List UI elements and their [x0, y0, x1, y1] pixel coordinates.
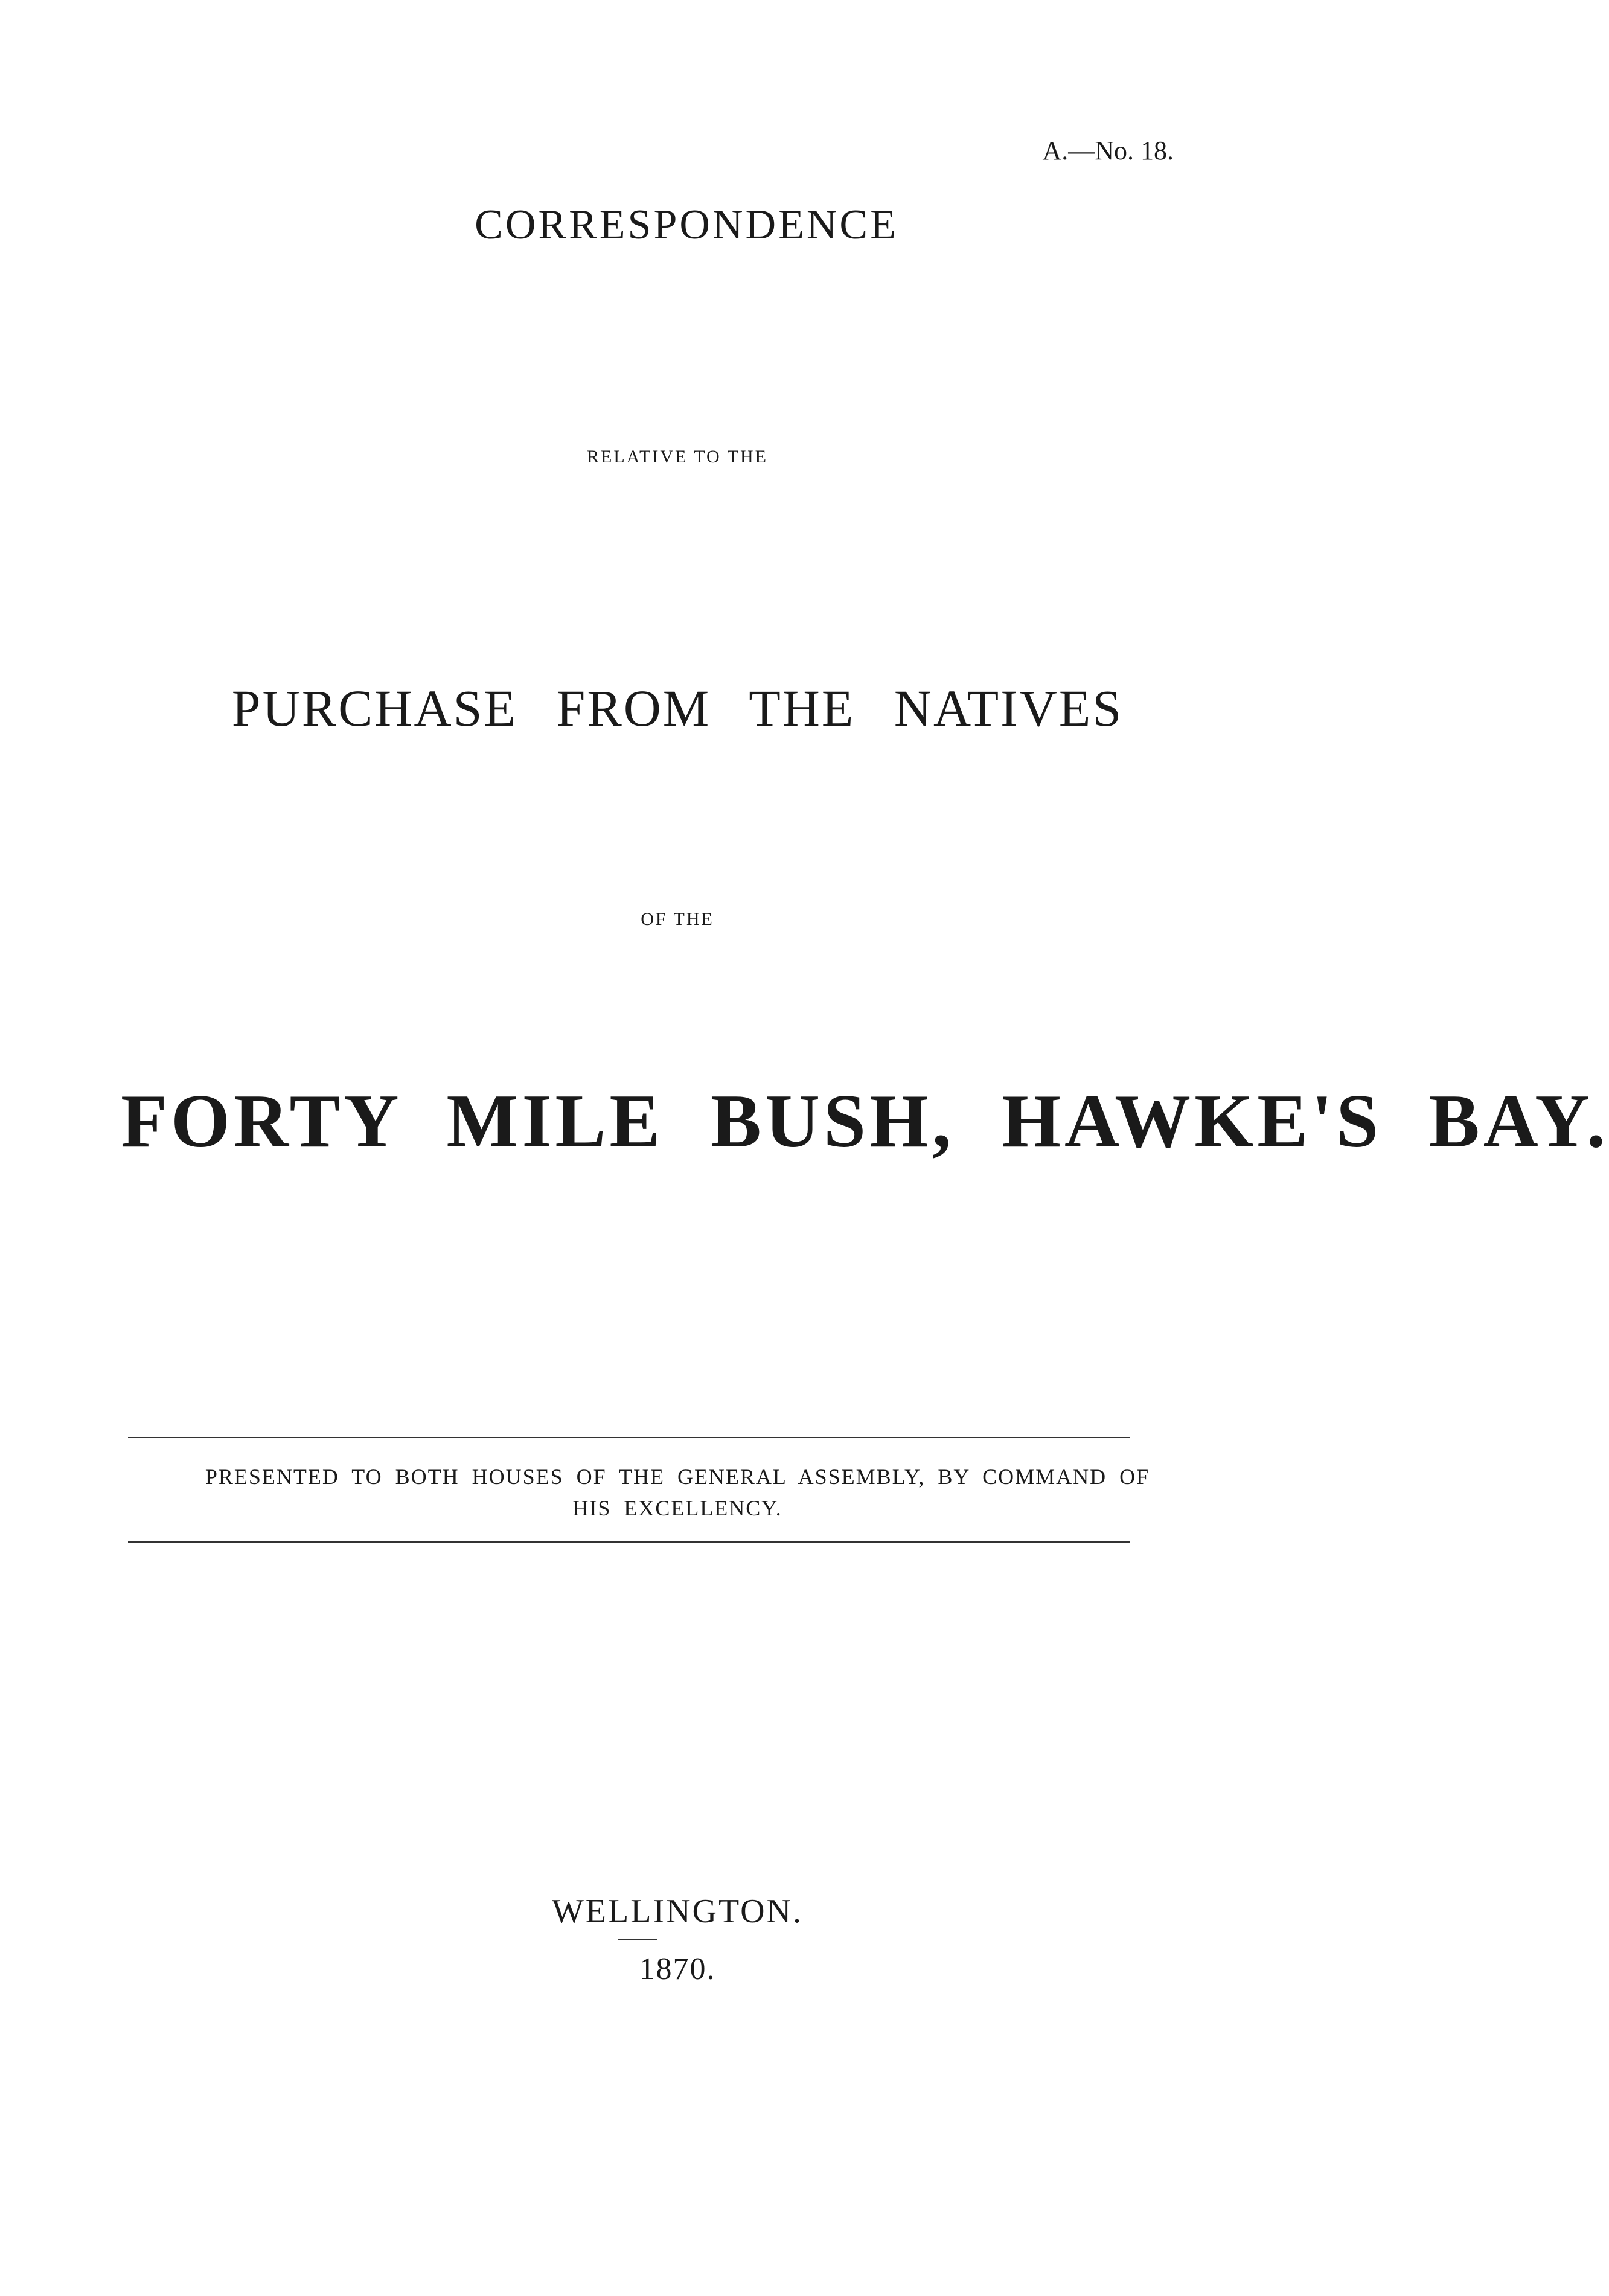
top-divider — [128, 1437, 1130, 1438]
place-title: FORTY MILE BUSH, HAWKE'S BAY. — [121, 1079, 1609, 1163]
subject-title: PURCHASE FROM THE NATIVES — [231, 679, 1124, 737]
presented-line-1: PRESENTED TO BOTH HOUSES OF THE GENERAL ASSEMBLY, BY COMMAND OF — [205, 1465, 1150, 1489]
imprint-year: 1870. — [639, 1952, 716, 1986]
relative-to-line: RELATIVE TO THE — [587, 447, 768, 467]
presented-line-2: HIS EXCELLENCY. — [572, 1496, 782, 1520]
of-the-line: OF THE — [641, 909, 714, 929]
imprint-dash — [618, 1939, 657, 1940]
imprint-place: WELLINGTON. — [551, 1893, 804, 1930]
document-heading: CORRESPONDENCE — [475, 202, 898, 248]
document-reference-number: A.—No. 18. — [1042, 136, 1174, 165]
bottom-divider — [128, 1541, 1130, 1543]
